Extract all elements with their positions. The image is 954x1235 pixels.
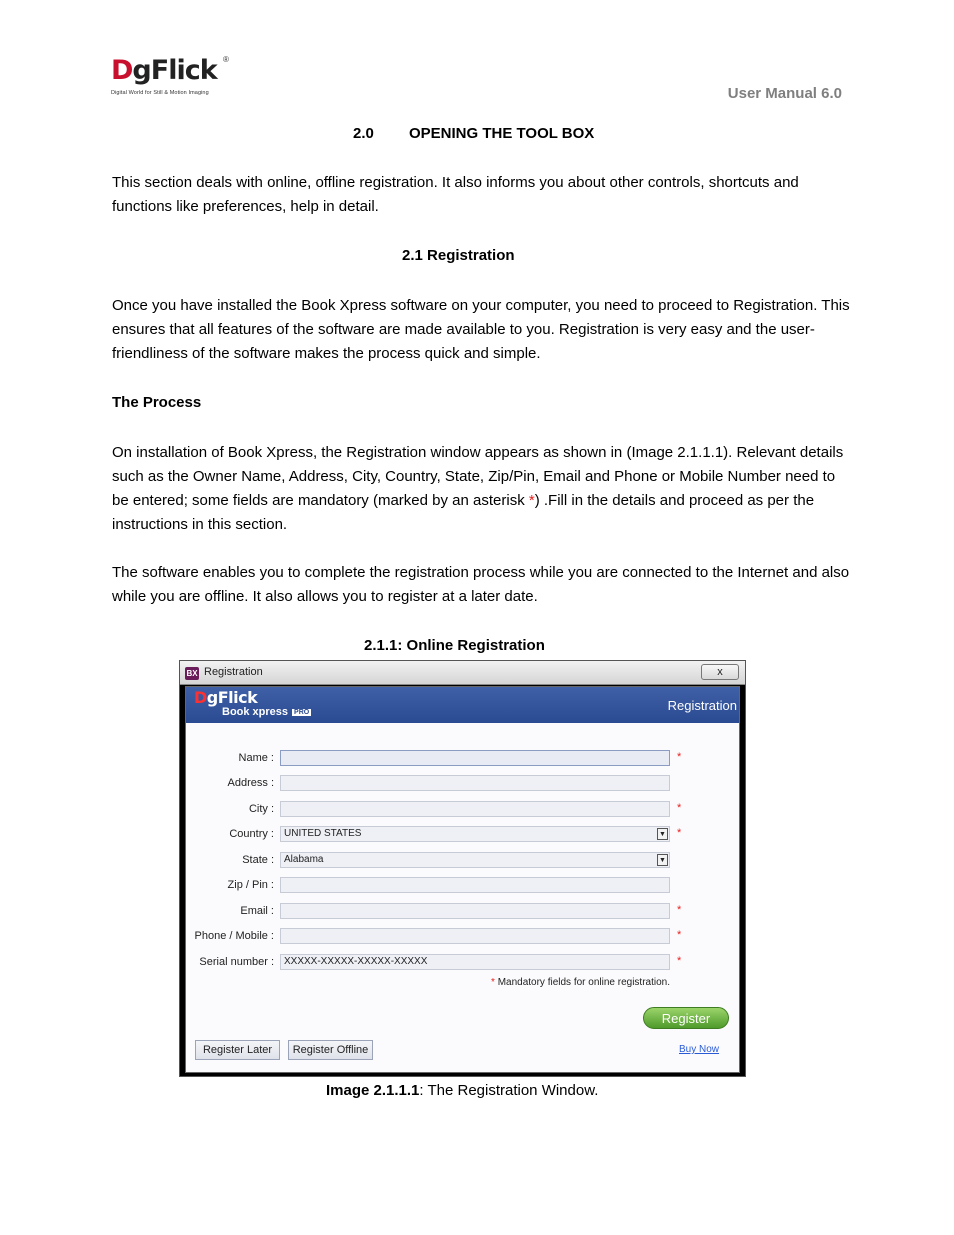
logo-wordmark: DgFlick <box>111 55 217 86</box>
manual-version-label: User Manual 6.0 <box>727 85 842 102</box>
banner-logo: DgFlick <box>194 688 258 707</box>
process-heading: The Process <box>112 394 202 411</box>
address-field[interactable] <box>280 775 670 791</box>
phone-label: Phone / Mobile : <box>194 930 274 942</box>
asterisk-marker: * <box>528 492 535 509</box>
required-marker: * <box>677 802 682 814</box>
state-select[interactable]: Alabama ▼ <box>280 852 670 868</box>
registration-paragraph: Once you have installed the Book Xpress software on your computer, you need to proceed to Registration. This ensures that all features of the software are made available to you. Registration is very easy and the user-friendliness of the software makes the process quick and simple. <box>112 297 850 362</box>
app-icon: BX <box>186 669 198 678</box>
logo-tagline: Digital World for Still & Motion Imaging <box>111 90 209 96</box>
city-label: City : <box>248 803 274 815</box>
zip-field[interactable] <box>280 877 670 893</box>
state-label: State : <box>242 854 274 866</box>
chevron-down-icon[interactable]: ▼ <box>657 854 668 866</box>
country-select[interactable]: UNITED STATES ▼ <box>280 826 670 842</box>
close-icon[interactable]: x <box>701 664 739 680</box>
zip-label: Zip / Pin : <box>227 879 274 891</box>
logo-registered-mark: ® <box>223 55 229 64</box>
email-field[interactable] <box>280 903 670 919</box>
registration-heading: 2.1 Registration <box>402 247 515 264</box>
name-label: Name : <box>238 752 274 764</box>
process-paragraph-2: The software enables you to complete the registration process while you are connected to the Internet and also while you are offline. It also allows you to register at a later date. <box>112 564 850 605</box>
window-content <box>185 686 740 1073</box>
figure-caption: Image 2.1.1.1: The Registration Window. <box>326 1082 599 1099</box>
section-title: OPENING THE TOOL BOX <box>409 125 595 142</box>
address-label: Address : <box>227 777 274 789</box>
city-field[interactable] <box>280 801 670 817</box>
figure-heading: 2.1.1: Online Registration <box>364 637 545 654</box>
section-number: 2.0 <box>353 125 374 142</box>
window-title: Registration <box>204 666 263 678</box>
registration-form <box>186 723 739 1072</box>
register-offline-button[interactable]: Register Offline <box>288 1040 373 1060</box>
process-paragraph-1: On installation of Book Xpress, the Registration window appears as shown in (Image 2.1.1.1). Relevant details such as the Owner Name, Address, City, Country, State, Zip/Pin, Email and Phone or Mobile Number need to be entered; some fields are mandatory (marked by an asterisk *) .Fill in the details and proceed as per the instructions in this section. <box>112 444 844 533</box>
section-intro: This section deals with online, offline registration. It also informs you about other controls, shortcuts and functions like preferences, help in detail. <box>112 174 799 215</box>
country-label: Country : <box>229 828 274 840</box>
dgflick-logo <box>111 55 235 101</box>
name-field[interactable] <box>280 750 670 766</box>
mandatory-note: * Mandatory fields for online registration. <box>491 977 670 988</box>
serial-label: Serial number : <box>199 956 274 968</box>
register-button[interactable]: Register <box>643 1007 729 1029</box>
banner-title: Registration <box>667 698 737 713</box>
chevron-down-icon[interactable]: ▼ <box>657 828 668 840</box>
email-label: Email : <box>240 905 274 917</box>
phone-field[interactable] <box>280 928 670 944</box>
required-marker: * <box>677 827 682 839</box>
registration-window <box>179 660 746 1077</box>
serial-number-field[interactable]: XXXXX-XXXXX-XXXXX-XXXXX <box>280 954 670 970</box>
window-banner <box>186 687 739 723</box>
window-titlebar[interactable] <box>180 661 745 685</box>
register-later-button[interactable]: Register Later <box>195 1040 280 1060</box>
required-marker: * <box>677 929 682 941</box>
required-marker: * <box>677 904 682 916</box>
pro-badge: PRO <box>294 709 310 716</box>
required-marker: * <box>677 955 682 967</box>
buy-now-link[interactable]: Buy Now <box>679 1044 720 1055</box>
banner-product-name: Book xpress PRO <box>222 706 310 718</box>
required-marker: * <box>677 751 682 763</box>
